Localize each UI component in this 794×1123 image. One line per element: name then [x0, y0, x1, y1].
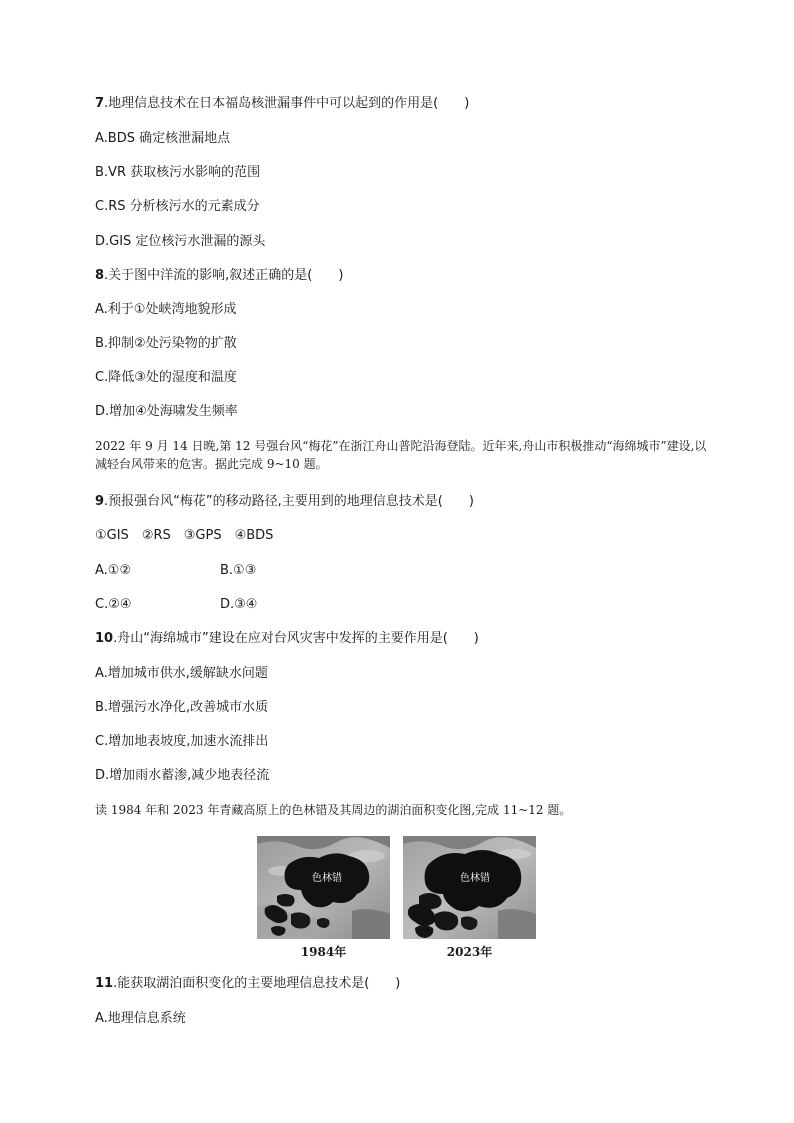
option-a: A.利于①处峡湾地貌形成: [95, 302, 237, 317]
option-d: D.增加④处海啸发生频率: [95, 404, 238, 419]
question-number: 7: [95, 96, 105, 111]
figure-caption-2023: 2023年: [446, 945, 493, 959]
question-11-stem: [95, 976, 400, 992]
question-10-stem: [95, 631, 479, 647]
question-text: .能获取湖泊面积变化的主要地理信息技术是( ): [113, 976, 401, 991]
question-9-items: ①GIS ②RS ③GPS ④BDS: [95, 528, 274, 543]
option-d: D.③④: [220, 597, 258, 612]
option-a: A.BDS 确定核泄漏地点: [95, 131, 231, 146]
option-c: C.RS 分析核污水的元素成分: [95, 199, 260, 214]
question-text: .关于图中洋流的影响,叙述正确的是( ): [104, 268, 344, 283]
question-9-stem: [95, 494, 474, 510]
option-d: D.GIS 定位核污水泄漏的源头: [95, 234, 266, 249]
figure-caption-1984: 1984年: [300, 945, 347, 959]
option-c: C.增加地表坡度,加速水流排出: [95, 734, 269, 749]
option-c: C.降低③处的湿度和温度: [95, 370, 237, 385]
question-text: .地理信息技术在日本福岛核泄漏事件中可以起到的作用是( ): [104, 96, 470, 111]
option-b: B.抑制②处污染物的扩散: [95, 336, 237, 351]
reading-passage-lake: 读 1984 年和 2023 年青藏高原上的色林错及其周边的湖泊面积变化图,完成 11~12 题。: [95, 803, 572, 817]
option-b: B.VR 获取核污水影响的范围: [95, 165, 261, 180]
question-8-stem: [95, 268, 343, 284]
question-number: 9: [95, 494, 105, 509]
satellite-image-1984: [257, 836, 390, 939]
question-number: 11: [95, 976, 114, 991]
option-a: A.增加城市供水,缓解缺水问题: [95, 666, 268, 681]
option-d: D.增加雨水蓄渗,减少地表径流: [95, 768, 270, 783]
question-7-stem: [95, 96, 469, 112]
question-text: .舟山“海绵城市”建设在应对台风灾害中发挥的主要作用是( ): [113, 631, 479, 646]
option-b: B.增强污水净化,改善城市水质: [95, 700, 269, 715]
question-number: 10: [95, 631, 114, 646]
satellite-image-2023: [403, 836, 536, 939]
option-a: A.①②: [95, 563, 132, 578]
lake-label: 色林错: [460, 873, 490, 884]
option-a: A.地理信息系统: [95, 1011, 186, 1026]
lake-label: 色林错: [312, 873, 342, 884]
question-number: 8: [95, 268, 105, 283]
option-c: C.②④: [95, 597, 132, 612]
reading-passage-typhoon: 2022 年 9 月 14 日晚,第 12 号强台风“梅花”在浙江舟山普陀沿海登陆。近年来,舟山市积极推动“海绵城市”建设,以减轻台风带来的危害。据此完成 9~10 题。: [95, 439, 707, 471]
option-b: B.①③: [220, 563, 257, 578]
question-text: .预报强台风“梅花”的移动路径,主要用到的地理信息技术是( ): [104, 494, 474, 509]
